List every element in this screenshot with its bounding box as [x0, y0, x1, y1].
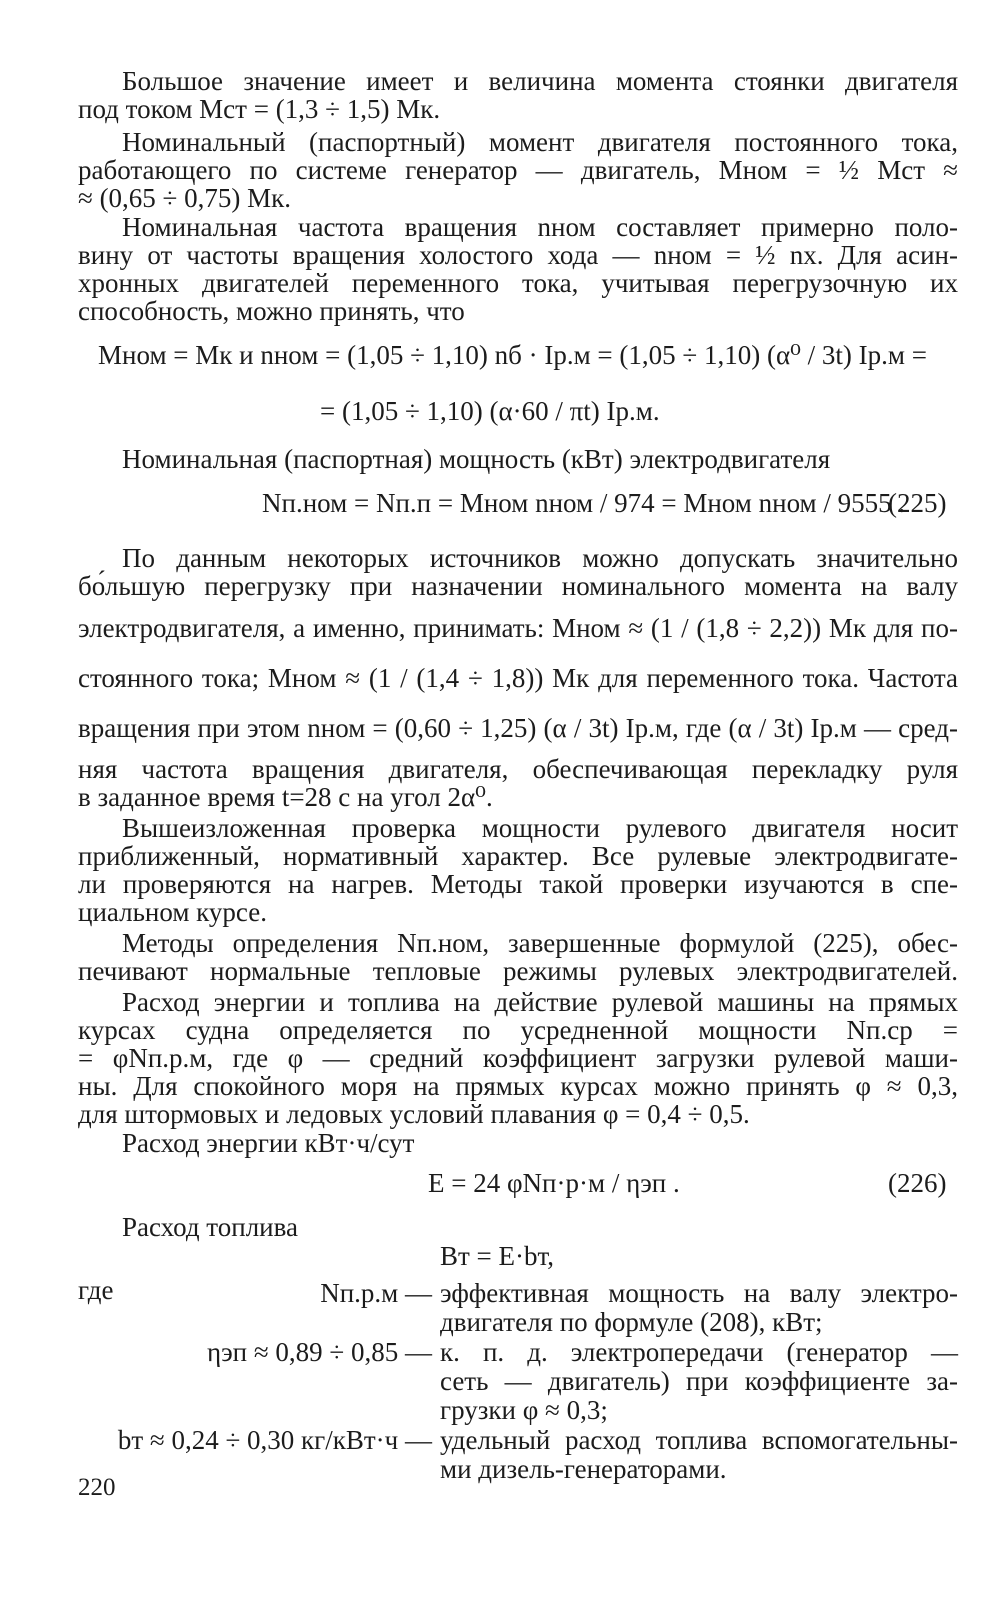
text-line: Вышеизложенная проверка мощности рулевого двигателя носит: [122, 813, 958, 843]
text-line: вращения при этом nном = (0,60 ÷ 1,25) (α / 3t) Iр.м, где (α / 3t) Iр.м — сред-: [78, 713, 958, 743]
legend-desc: сеть — двигатель) при коэффициенте за-: [440, 1366, 958, 1396]
formula-225: Nп.ном = Nп.п = Mном nном / 974 = Mном nном / 9555 .: [262, 488, 906, 518]
text-line: ≈ (0,65 ÷ 0,75) Mк.: [78, 183, 291, 213]
text-line: работающего по системе генератор — двигатель, Mном = ½ Mст ≈: [78, 155, 958, 185]
equation-number-225: (225): [888, 488, 947, 518]
text-line: Номинальный (паспортный) момент двигателя постоянного тока,: [122, 127, 958, 157]
text-line: циальном курсе.: [78, 897, 267, 927]
text-line: бо́льшую перегрузку при назначении номинального момента на валу: [78, 571, 958, 601]
formula-fuel: Bт = E·bт,: [440, 1241, 555, 1271]
text-line: стоянного тока; Mном ≈ (1 / (1,4 ÷ 1,8)) Mк для переменного тока. Частота: [78, 663, 958, 693]
legend-symbol: Nп.р.м —: [320, 1278, 432, 1308]
text-line: ли проверяются на нагрев. Методы такой проверки изучаются в спе-: [78, 869, 958, 899]
text-line: приближенный, нормативный характер. Все рулевые электродвигате-: [78, 841, 958, 871]
text-line: Номинальная частота вращения nном составляет примерно поло-: [122, 212, 958, 242]
formula-nominal-moment-cont: = (1,05 ÷ 1,10) (α·60 / πt) Iр.м.: [320, 396, 660, 426]
legend-desc: ми дизель-генераторами.: [440, 1454, 727, 1484]
legend-symbol: bт ≈ 0,24 ÷ 0,30 кг/кВт·ч —: [117, 1425, 432, 1455]
text-line: в заданное время t=28 с на угол 2α⁰.: [78, 782, 493, 812]
text-line: По данным некоторых источников можно допускать значительно: [122, 543, 958, 573]
legend-desc: двигателя по формуле (208), кВт;: [440, 1307, 823, 1337]
text-line: способность, можно принять, что: [78, 296, 465, 326]
text-line: Расход топлива: [122, 1212, 299, 1242]
text-line: курсах судна определяется по усредненной мощности Nп.ср =: [78, 1015, 958, 1045]
text-line: няя частота вращения двигателя, обеспечивающая перекладку руля: [78, 754, 958, 784]
legend-desc: удельный расход топлива вспомогательны-: [440, 1425, 958, 1455]
text-line: под током Mст = (1,3 ÷ 1,5) Mк.: [78, 94, 441, 124]
formula-nominal-moment: Mном = Mк и nном = (1,05 ÷ 1,10) nб · Iр.м = (1,05 ÷ 1,10) (α⁰ / 3t) Iр.м =: [98, 340, 927, 370]
text-line: Большое значение имеет и величина момента стоянки двигателя: [122, 66, 958, 96]
page-number: 220: [78, 1474, 116, 1501]
text-line: для штормовых и ледовых условий плавания φ = 0,4 ÷ 0,5.: [78, 1099, 750, 1129]
text-line: печивают нормальные тепловые режимы рулевых электродвигателей.: [78, 956, 958, 986]
legend-desc: грузки φ ≈ 0,3;: [440, 1395, 608, 1425]
legend-symbol: ηэп ≈ 0,89 ÷ 0,85 —: [206, 1337, 432, 1367]
legend-desc: к. п. д. электропередачи (генератор —: [440, 1337, 958, 1367]
text-line: Номинальная (паспортная) мощность (кВт) электродвигателя: [122, 444, 831, 474]
text-line: = φNп.р.м, где φ — средний коэффициент загрузки рулевой маши-: [78, 1043, 958, 1073]
text-line: электродвигателя, а именно, принимать: Mном ≈ (1 / (1,8 ÷ 2,2)) Mк для по-: [78, 613, 958, 643]
text-line: вину от частоты вращения холостого хода — nном = ½ nх. Для асин-: [78, 240, 958, 270]
formula-226: E = 24 φNп·р·м / ηэп .: [428, 1168, 680, 1198]
text-line: Методы определения Nп.ном, завершенные формулой (225), обес-: [122, 928, 958, 958]
equation-number-226: (226): [888, 1168, 947, 1198]
legend-intro: где: [78, 1275, 114, 1305]
text-line: Расход энергии и топлива на действие рулевой машины на прямых: [122, 987, 958, 1017]
text-line: Расход энергии кВт·ч/сут: [122, 1128, 415, 1158]
legend-desc: эффективная мощность на валу электро-: [440, 1278, 958, 1308]
text-line: хронных двигателей переменного тока, учитывая перегрузочную их: [78, 268, 958, 298]
text-line: ны. Для спокойного моря на прямых курсах можно принять φ ≈ 0,3,: [78, 1071, 958, 1101]
